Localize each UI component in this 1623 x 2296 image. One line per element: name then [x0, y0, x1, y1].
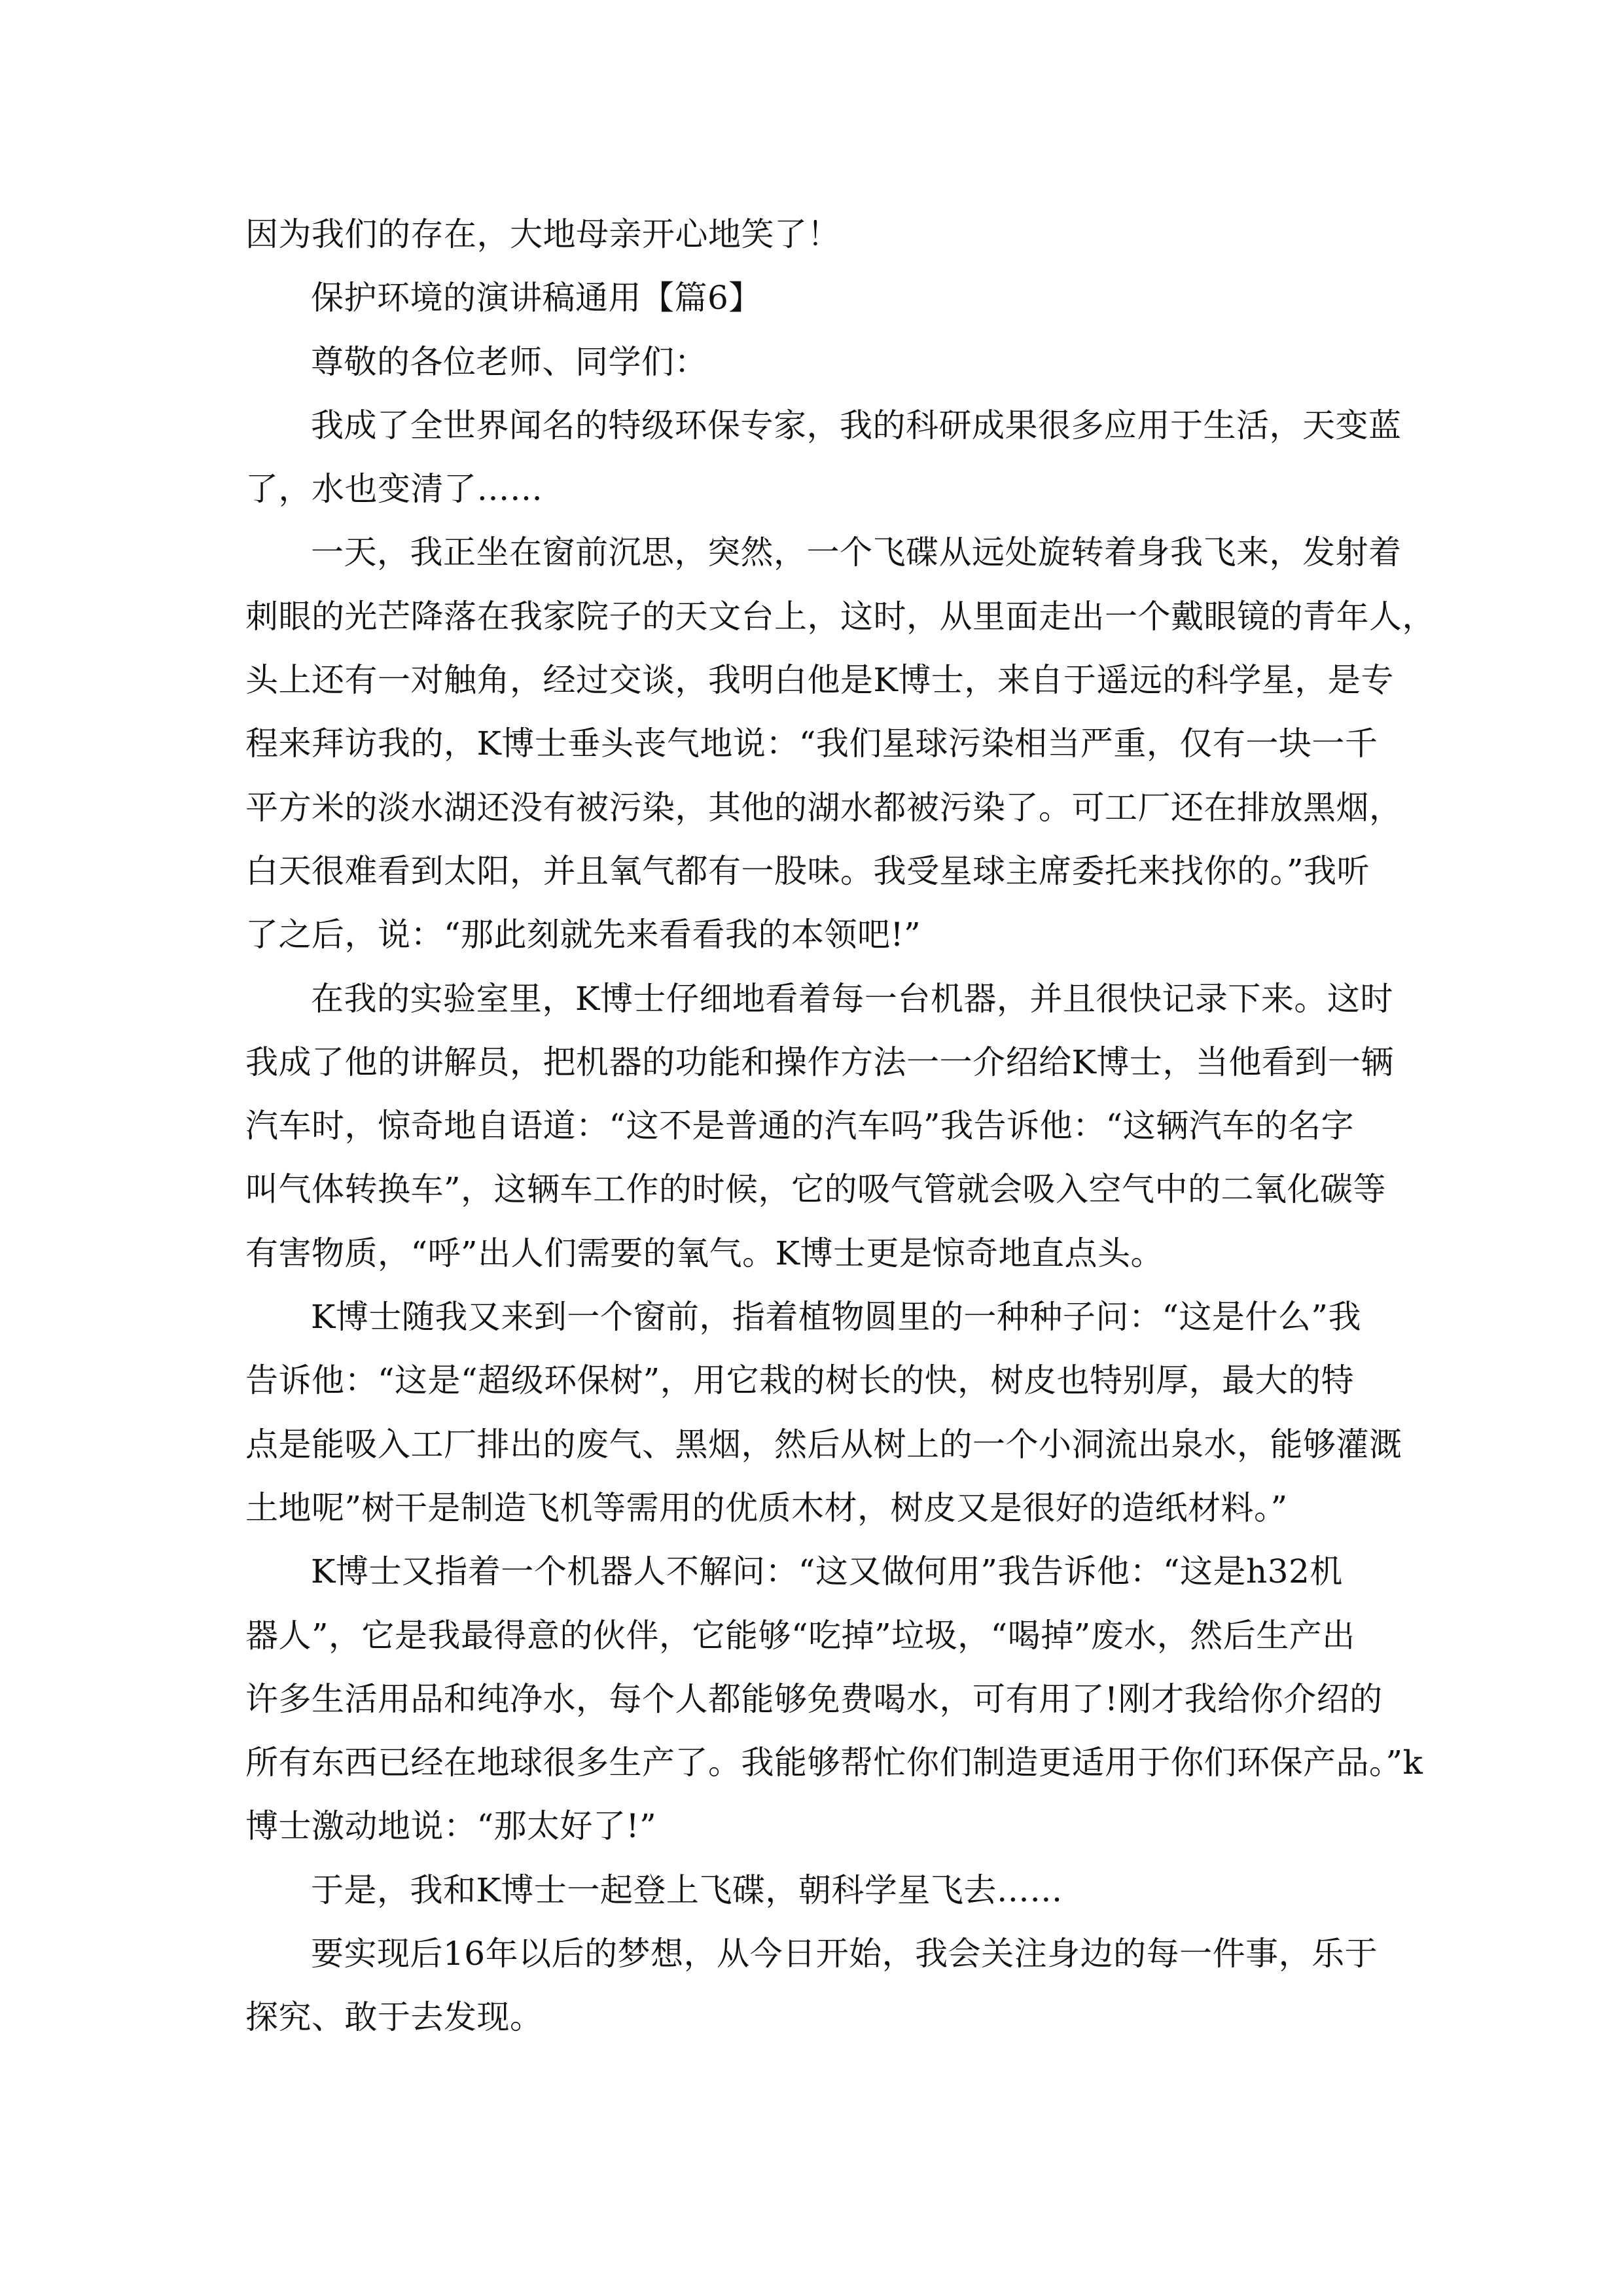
text-line: 程来拜访我的，K博士垂头丧气地说：“我们星球污染相当严重，仅有一块一千: [245, 725, 1378, 763]
text-line: 白天很难看到太阳，并且氧气都有一股味。我受星球主席委托来找你的。”我听: [245, 852, 1370, 890]
text-line: 刺眼的光芒降落在我家院子的天文台上，这时，从里面走出一个戴眼镜的青年人，: [245, 597, 1435, 636]
text-line: 许多生活用品和纯净水，每个人都能够免费喝水，可有用了!刚才我给你介绍的: [245, 1679, 1383, 1718]
text-line: 头上还有一对触角，经过交谈，我明白他是K博士，来自于遥远的科学星，是专: [245, 661, 1394, 700]
text-line: 平方米的淡水湖还没有被污染，其他的湖水都被污染了。可工厂还在排放黑烟，: [245, 788, 1402, 827]
text-line: 了，水也变清了……: [245, 470, 543, 509]
text-line: 在我的实验室里，K博士仔细地看着每一台机器，并且很快记录下来。这时: [311, 979, 1393, 1018]
text-line: 了之后，说：“那此刻就先来看看我的本领吧!”: [245, 916, 921, 954]
section-heading: 保护环境的演讲稿通用【篇6】: [311, 279, 762, 317]
text-line: 点是能吸入工厂排出的废气、黑烟，然后从树上的一个小洞流出泉水，能够灌溉: [245, 1425, 1402, 1463]
text-line: 探究、敢于去发现。: [245, 1998, 543, 2037]
text-line: 我成了他的讲解员，把机器的功能和操作方法一一介绍给K博士，当他看到一辆: [245, 1043, 1394, 1081]
salutation: 尊敬的各位老师、同学们：: [311, 342, 707, 381]
text-line: K博士随我又来到一个窗前，指着植物圆里的一种种子问：“这是什么”我: [311, 1298, 1361, 1336]
text-line: 汽车时，惊奇地自语道：“这不是普通的汽车吗”我告诉他：“这辆汽车的名字: [245, 1107, 1355, 1145]
text-line: 因为我们的存在，大地母亲开心地笑了！: [245, 215, 840, 253]
body-text: [245, 203, 1435, 2050]
text-line: K博士又指着一个机器人不解问：“这又做何用”我告诉他：“这是h32机: [311, 1552, 1343, 1591]
text-line: 器人”，它是我最得意的伙伴，它能够“吃掉”垃圾，“喝掉”废水，然后生产出: [245, 1616, 1355, 1655]
text-line: 叫气体转换车”，这辆车工作的时候，它的吸气管就会吸入空气中的二氧化碳等: [245, 1170, 1387, 1209]
text-line: 我成了全世界闻名的特级环保专家，我的科研成果很多应用于生活，天变蓝: [311, 406, 1402, 444]
text-line: 告诉他：“这是“超级环保树”，用它栽的树长的快，树皮也特别厚，最大的特: [245, 1361, 1355, 1400]
text-line: 博士激动地说：“那太好了!”: [245, 1807, 657, 1846]
text-line: 要实现后16年以后的梦想，从今日开始，我会关注身边的每一件事，乐于: [311, 1935, 1378, 1973]
text-line: 土地呢”树干是制造飞机等需用的优质木材，树皮又是很好的造纸材料。”: [245, 1488, 1288, 1527]
text-line: 所有东西已经在地球很多生产了。我能够帮忙你们制造更适用于你们环保产品。”k: [245, 1744, 1423, 1782]
text-line: 于是，我和K博士一起登上飞碟，朝科学星飞去……: [311, 1871, 1063, 1909]
text-line: 一天，我正坐在窗前沉思，突然，一个飞碟从远处旋转着身我飞来，发射着: [311, 533, 1402, 572]
text-line: 有害物质，“呼”出人们需要的氧气。K博士更是惊奇地直点头。: [245, 1234, 1164, 1272]
